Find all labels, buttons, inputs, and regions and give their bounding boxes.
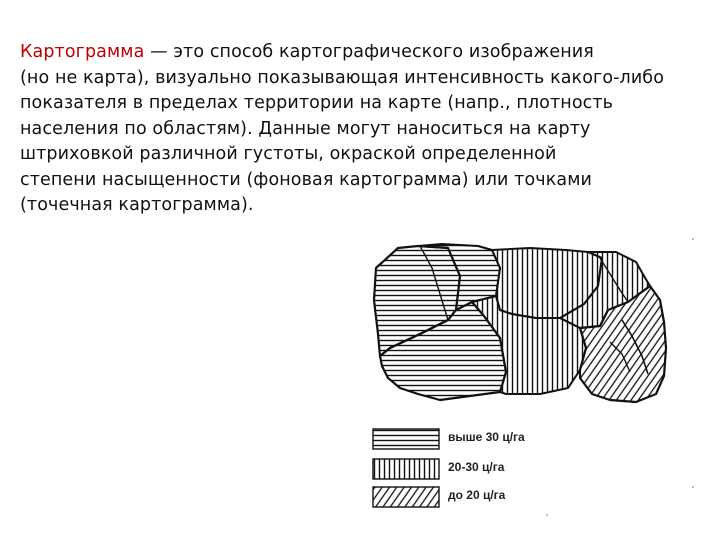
definition-line-7: (точечная картограмма). xyxy=(20,195,254,215)
decorative-dot xyxy=(546,514,548,516)
definition-line-5: штриховкой различной густоты, окраской определенной xyxy=(20,144,557,164)
definition-text xyxy=(20,40,710,219)
definition-line-3: показателя в пределах территории на карте (напр., плотность xyxy=(20,93,614,113)
definition-line-2: (но не карта), визуально показывающая интенсивность какого-либо xyxy=(20,67,665,88)
legend-label-medium: 20-30 ц/га xyxy=(448,460,505,474)
legend-swatch-horizontal-hatch xyxy=(372,428,440,450)
legend-label-high: выше 30 ц/га xyxy=(448,430,525,444)
decorative-dot xyxy=(692,486,694,488)
decorative-dot xyxy=(692,238,694,240)
definition-line-1 xyxy=(20,40,710,66)
cartogram-map xyxy=(360,238,680,418)
definition-line-1-rest: — это способ картографического изображения xyxy=(144,42,594,62)
legend-swatch-vertical-hatch xyxy=(372,458,440,480)
term-heading: Картограмма xyxy=(20,42,145,62)
legend-swatch-diagonal-hatch xyxy=(372,486,440,508)
definition-line-6: степени насыщенности (фоновая картограмма) или точками xyxy=(20,169,592,190)
definition-line-4: населения по областям). Данные могут наноситься на карту xyxy=(20,118,591,139)
legend-label-low: до 20 ц/га xyxy=(448,488,506,502)
